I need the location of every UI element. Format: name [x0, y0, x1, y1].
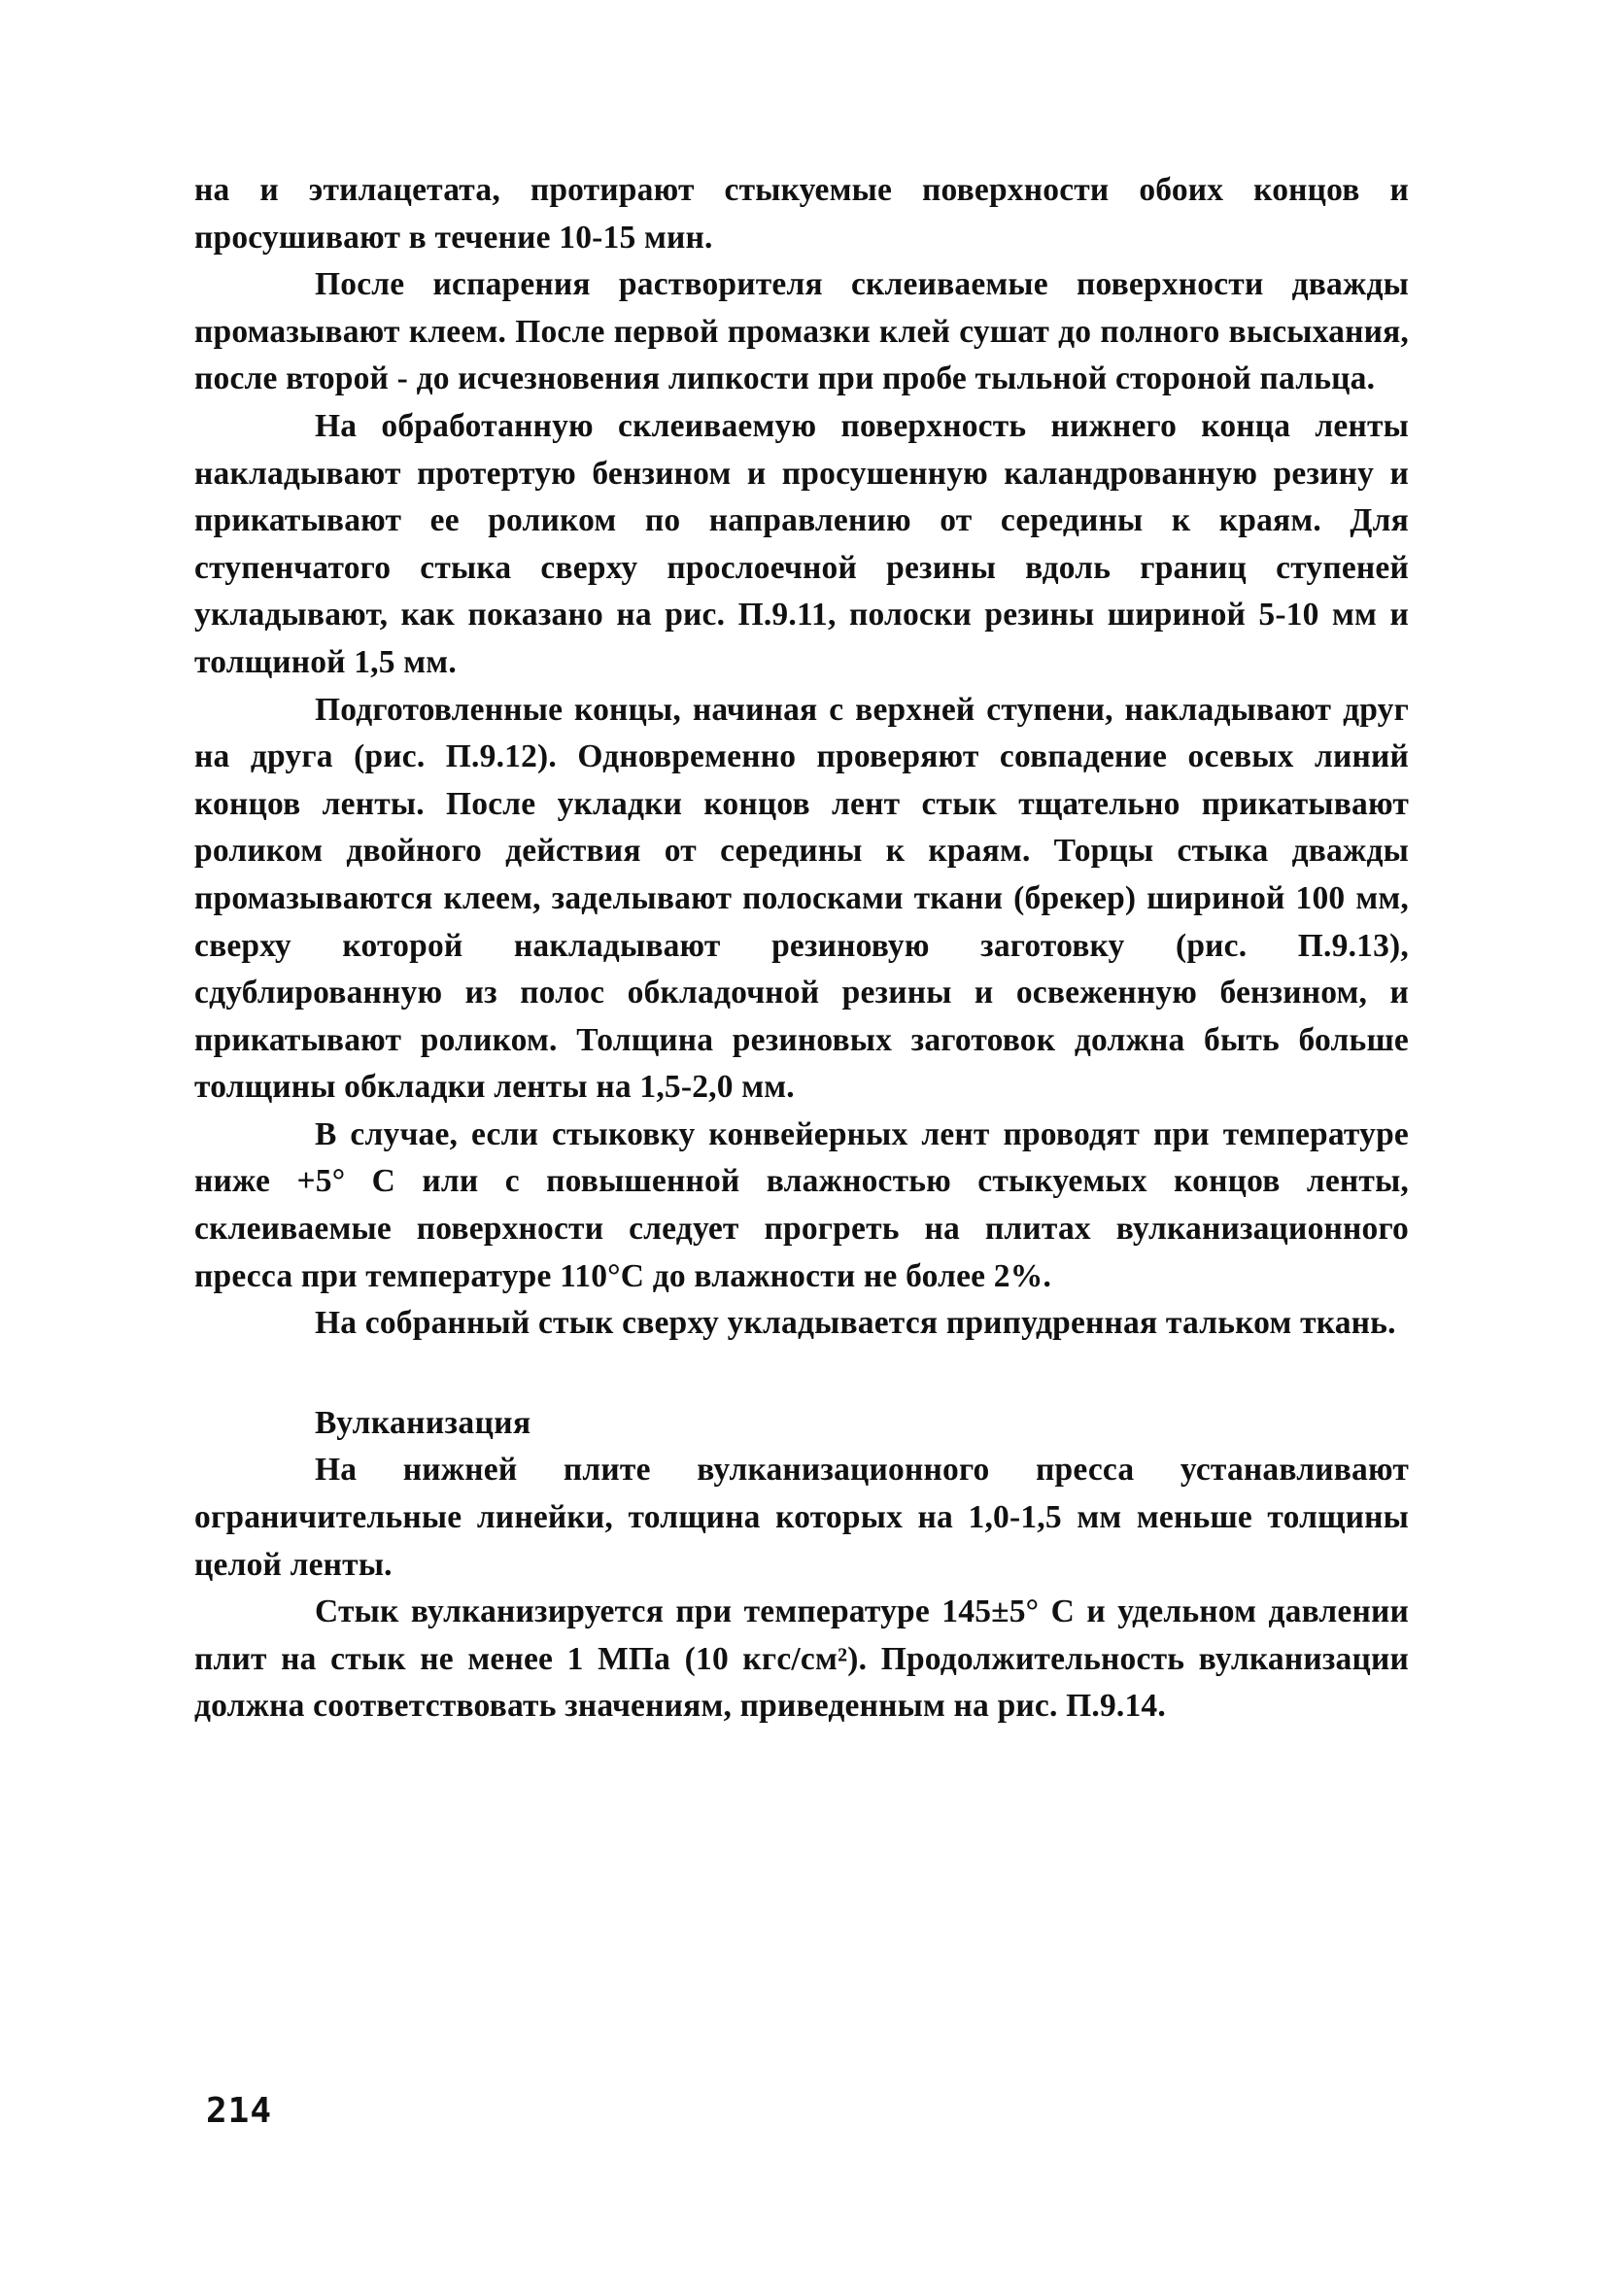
paragraph-6: На собранный стык сверху укладывается припудренная тальком ткань. — [315, 1305, 1396, 1342]
paragraph-4: Подготовленные концы, начиная с верхней ступени, накладывают друг на друга (рис. П.9.12). Одновременно проверяют совпадение осевых линий концов ленты. После укладки концов лент стык тщательно прикатывают роликом двойного действия от середины к краям. Торцы стыка дважды промазываются клеем, заделывают полосками ткани (брекер) шириной 100 мм, сверху которой накладывают резиновую заготовку (рис. П.9.13), сдублированную из полос обкладочной резины и освеженную бензином, и прикатывают роликом. Толщина резиновых заготовок должна быть больше толщины обкладки ленты на 1,5-2,0 мм. — [194, 691, 1409, 1106]
paragraph-1: на и этилацетата, протирают стыкуемые поверхности обоих концов и просушивают в течение 10-15 мин. — [194, 172, 1409, 256]
paragraph-7: На нижней плите вулканизационного пресса устанавливают ограничительные линейки, толщина которых на 1,0-1,5 мм меньше толщины целой ленты. — [194, 1452, 1409, 1583]
paragraph-3: На обработанную склеиваемую поверхность нижнего конца ленты накладывают протертую бензином и просушенную каландрованную резину и прикатывают ее роликом по направлению от середины к краям. Для ступенчатого стыка сверху прослоечной резины вдоль границ ступеней укладывают, как показано на рис. П.9.11, полоски резины шириной 5-10 мм и толщиной 1,5 мм. — [194, 407, 1409, 680]
page-body — [194, 167, 1409, 1731]
paragraph-2: После испарения растворителя склеиваемые поверхности дважды промазывают клеем. После первой промазки клей сушат до полного высыхания, после второй - до исчезновения липкости при пробе тыльной стороной пальца. — [194, 266, 1409, 397]
paragraph-5: В случае, если стыковку конвейерных лент проводят при температуре ниже +5° С или с повышенной влажностью стыкуемых концов ленты, склеиваемые поверхности следует прогреть на плитах вулканизационного пресса при температуре 110°С до влажности не более 2%. — [194, 1115, 1409, 1294]
page-number: 214 — [206, 2091, 273, 2131]
section-heading: Вулканизация — [315, 1404, 531, 1441]
paragraph-8: Стык вулканизируется при температуре 145±5° С и удельном давлении плит на стык не менее 1 МПа (10 кгс/см²). Продолжительность вулканизации должна соответствовать значениям, приведенным на рис. П.9.14. — [194, 1593, 1409, 1725]
